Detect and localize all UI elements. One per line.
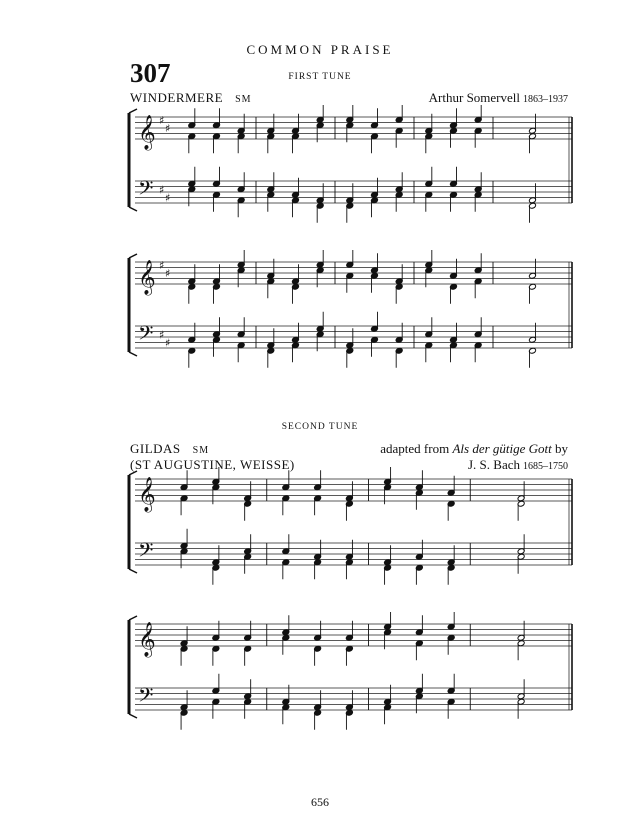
first-tune-meter: SM (235, 94, 252, 105)
score-system-2 (0, 250, 640, 380)
sharp-icon: ♯ (165, 122, 171, 135)
second-tune-credit (380, 441, 568, 457)
sharp-icon: ♯ (165, 267, 171, 280)
credit-prefix: adapted from (380, 441, 450, 456)
sharp-icon: ♯ (159, 258, 165, 272)
sharp-icon: ♯ (159, 113, 165, 127)
system-bracket (129, 109, 137, 113)
bass-clef-icon: 𝄢 (138, 683, 154, 712)
sharp-icon: ♯ (159, 183, 165, 197)
treble-clef-icon: 𝄞 (138, 115, 156, 150)
second-tune-title: GILDAS (130, 441, 181, 456)
system-bracket (129, 352, 137, 356)
second-tune-name (130, 441, 209, 457)
credit-by: by (555, 441, 568, 456)
credit-source: Als der gütige Gott (452, 441, 552, 456)
system-bracket (129, 254, 137, 258)
score-system-4 (0, 612, 640, 742)
second-tune-alt-names: (ST AUGUSTINE, WEISSE) (130, 457, 295, 472)
treble-clef-icon: 𝄞 (138, 622, 156, 657)
score-system-1 (0, 105, 640, 235)
treble-clef-icon: 𝄞 (138, 477, 156, 512)
sharp-icon: ♯ (165, 191, 171, 205)
page-number: 656 (311, 795, 329, 809)
system-bracket (129, 207, 137, 211)
first-tune-composer (429, 90, 568, 106)
first-tune-title: WINDERMERE (130, 90, 224, 105)
running-head: COMMON PRAISE (246, 42, 394, 57)
arranger-dates: 1685–1750 (523, 461, 568, 472)
bass-clef-icon: 𝄢 (138, 176, 154, 205)
arranger-name: J. S. Bach (468, 457, 520, 472)
sharp-icon: ♯ (159, 328, 165, 342)
composer-dates: 1863–1937 (523, 94, 568, 105)
system-bracket (129, 616, 137, 620)
bass-clef-icon: 𝄢 (138, 538, 154, 567)
hymn-number: 307 (130, 58, 171, 88)
first-tune-name (130, 90, 252, 106)
sharp-icon: ♯ (165, 336, 171, 350)
system-bracket (129, 714, 137, 718)
second-tune-label: SECOND TUNE (281, 422, 359, 432)
first-tune-label: FIRST TUNE (288, 72, 352, 82)
second-tune-meter: SM (192, 445, 210, 456)
score-system-3 (0, 467, 640, 597)
system-bracket (129, 471, 137, 475)
bass-clef-icon: 𝄢 (138, 321, 154, 350)
composer-name: Arthur Somervell (428, 90, 520, 105)
treble-clef-icon: 𝄞 (138, 260, 156, 295)
system-bracket (129, 569, 137, 573)
